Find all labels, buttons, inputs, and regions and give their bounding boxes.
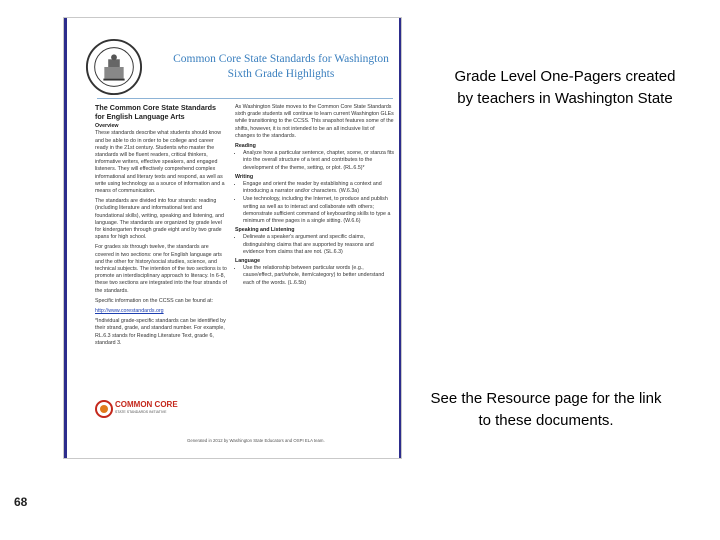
common-core-logo-icon <box>95 400 113 418</box>
common-core-logo <box>95 398 205 422</box>
right-column <box>235 104 395 289</box>
left-column <box>95 104 227 350</box>
document-thumbnail <box>64 18 401 458</box>
speaking-item: • Delineate a speaker's argument and specific claims, distinguishing claims that are supported by reasons and evidence from claims that are not. (SL.6.3) <box>243 234 395 256</box>
speaking-heading: Speaking and Listening <box>235 227 295 234</box>
language-heading: Language <box>235 258 261 265</box>
intro-text: As Washington State moves to the Common Core State Standards sixth grade students will continue to learn current Washington GLEs while transitioning to the CCSS. This snapshot features some of the shifts, however, it is not intended to be an all inclusive list of changes to the standards. <box>235 104 394 139</box>
writing-item: • Use technology, including the Internet, to produce and publish writing as well as to interact and collaborate with others; demonstrate sufficient command of keyboarding skills to type a minimum of three pages in a single sitting. (W.6.6) <box>243 196 395 225</box>
reading-item: • Analyze how a particular sentence, chapter, scene, or stanza fits into the overall structure of a text and contributes to the development of the theme, setting, or plot. (RL.6.5)* <box>243 150 395 172</box>
overview-text: These standards describe what students should know and be able to do in order to be college and career ready in the 21st century. Students who master the standards will be fluent readers, critical thinkers, informative writers, effective speakers, and engaged listeners. They will effectively comprehend complex informational and literary texts and respond, as well as write using technology as a source of information and a means of communication. <box>95 130 225 195</box>
document-title: Common Core State Standards for Washington <box>173 53 389 65</box>
reading-heading: Reading <box>235 143 256 150</box>
writing-item: • Engage and orient the reader by establishing a context and introducing a narrator and/or characters. (W.6.3a) <box>243 181 395 195</box>
document-footer: Generated in 2012 by Washington State Educators and OSPI ELA team. <box>187 438 325 443</box>
logo-tagline: STATE STANDARDS INITIATIVE <box>115 410 167 414</box>
title-divider <box>97 98 393 99</box>
state-seal-icon <box>85 38 143 96</box>
ccss-link[interactable]: http://www.corestandards.org <box>95 308 164 315</box>
caption-top: Grade Level One-Pagers created by teachers in Washington State <box>454 68 676 107</box>
logo-name: COMMON CORE <box>115 400 178 409</box>
more-info-text: Specific information on the CCSS can be found at: <box>95 297 214 304</box>
codes-note: *Individual grade-specific standards can be identified by their strand, grade, and standard number. For example, RL.6.3 stands for Reading Literature Text, grade 6, standard 3. <box>95 318 226 346</box>
page-number: 68 <box>14 495 28 509</box>
grades-paragraph: For grades six through twelve, the standards are covered in two sections: one for English language arts and the other for history/social studies, science, and technical subjects. The intention of the two sections is to promote an interdisciplinary approach to literacy. In 6-8, these two sections are integrated into the four strands of the standards. <box>95 244 227 294</box>
left-heading: The Common Core State Standards for English Language Arts <box>95 103 217 121</box>
overview-heading: Overview <box>95 123 119 130</box>
document-subtitle: Sixth Grade Highlights <box>227 68 335 80</box>
writing-heading: Writing <box>235 173 254 180</box>
caption-bottom: See the Resource page for the link to these documents. <box>430 390 662 429</box>
strands-paragraph: The standards are divided into four strands: reading (including literature and informational text and foundational skills), writing, speaking and listening, and language. The standards are organized by grade level for kindergarten through grade eight and by two grade spans for high school. <box>95 198 224 241</box>
language-item: • Use the relationship between particular words (e.g., cause/effect, part/whole, item/category) to better understand each of the words. (L.6.5b) <box>243 265 395 287</box>
